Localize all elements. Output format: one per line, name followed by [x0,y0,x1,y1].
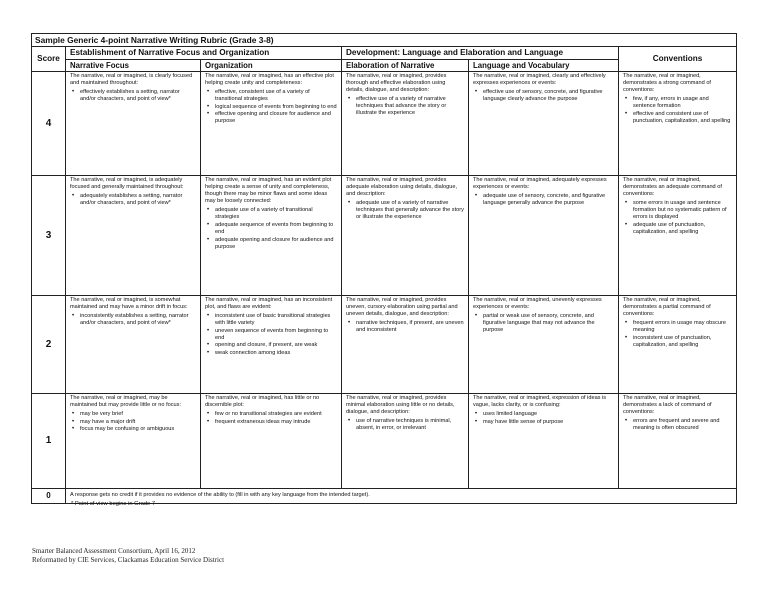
focus-lead-text: The narrative, real or imagined, is clearly focused and maintained throughout: [70,72,193,86]
organization-header: Organization [201,59,342,71]
focus-bullet-list [70,193,196,207]
elaboration-bullet-list [346,320,464,334]
language-header: Language and Vocabulary [469,59,619,71]
conventions-bullet-list [623,96,732,125]
conventions-cell [619,71,737,175]
bullet-item: • adequate use of punctuation, capitalization, and spelling [633,222,732,236]
bullet-item: • some errors in usage and sentence formation but no systematic pattern of errors is displayed [633,200,732,221]
bullet-item: • inconsistent use of basic transitional strategies with little variety [215,313,337,327]
organization-lead-text: The narrative, real or imagined, has an effective plot helping create unity and completeness: [205,72,334,86]
conventions-lead-text: The narrative, real or imagined, demonstrates a partial command of conventions: [623,296,711,317]
elaboration-cell [342,295,469,393]
focus-lead-text: The narrative, real or imagined, is somewhat maintained and may have a minor drift in focus: [70,296,188,310]
organization-cell [201,295,342,393]
footnote: * Point of view begins in Grade 7 [71,501,156,507]
group-header-focus-organization: Establishment of Narrative Focus and Organization [66,47,342,60]
organization-bullet-list [205,207,337,251]
elaboration-cell [342,71,469,175]
language-bullet-list [473,89,614,103]
bullet-item: • may be very brief [80,411,196,418]
conventions-cell [619,393,737,488]
bullet-item: • weak connection among ideas [215,350,337,357]
bullet-item: • effective, consistent use of a variety of transitional strategies [215,89,337,103]
conventions-cell [619,175,737,295]
footer [32,547,224,564]
language-bullet-list [473,193,614,207]
organization-lead-text: The narrative, real or imagined, has little or no discernible plot: [205,394,320,408]
bullet-item: • adequate use of a variety of narrative techniques that generally advance the story or illustrate the experience [356,200,464,221]
organization-cell [201,175,342,295]
conventions-lead-text: The narrative, real or imagined, demonstrates a lack of command of conventions: [623,394,712,415]
score-row-3 [32,175,737,295]
conventions-lead-text: The narrative, real or imagined, demonstrates a strong command of conventions: [623,72,711,93]
organization-lead-text: The narrative, real or imagined, has an inconsistent plot, and flaws are evident: [205,296,333,310]
bullet-item: • effective use of sensory, concrete, and figurative language clearly advance the purpose [483,89,614,103]
rubric-body [32,71,737,488]
focus-lead-text: The narrative, real or imagined, may be maintained but may provide little or no focus: [70,394,182,408]
footer-line-consortium: Smarter Balanced Assessment Consortium, April 16, 2012 [32,547,196,555]
title-row [32,34,737,47]
bullet-item: • logical sequence of events from beginning to end [215,104,337,111]
bullet-item: • frequent errors in usage may obscure meaning [633,320,732,334]
elaboration-lead-text: The narrative, real or imagined, provides thorough and effective elaboration using details, dialogue, and description: [346,72,447,93]
organization-lead-text: The narrative, real or imagined, has an evident plot helping create a sense of unity and completeness, though there may be minor flaws and some ideas may be loosely connected: [205,176,332,205]
score-row-2 [32,295,737,393]
bullet-item: • partial or weak use of sensory, concrete, and figurative language that may not advance the purpose [483,313,614,334]
bullet-item: • adequate use of a variety of transitional strategies [215,207,337,221]
organization-cell [201,71,342,175]
conventions-cell [619,295,737,393]
elaboration-header: Elaboration of Narrative [342,59,469,71]
bullet-item: • inconsistent use of punctuation, capitalization, and spelling [633,335,732,349]
elaboration-lead-text: The narrative, real or imagined, provides minimal elaboration using little or no details, dialogue, and description: [346,394,455,415]
bullet-item: • may have a major drift [80,419,196,426]
organization-bullet-list [205,411,337,426]
elaboration-cell [342,393,469,488]
conventions-header: Conventions [619,47,737,72]
conventions-bullet-list [623,200,732,236]
bullet-item: • uneven sequence of events from beginning to end [215,328,337,342]
score-zero: 0 [32,488,66,503]
focus-cell [66,393,201,488]
bullet-item: • adequate use of sensory, concrete, and figurative language generally advance the purpose [483,193,614,207]
bullet-item: • few, if any, errors in usage and sentence formation [633,96,732,110]
score-value: 3 [32,175,66,295]
language-cell [469,175,619,295]
language-lead-text: The narrative, real or imagined, adequately expresses experiences or events: [473,176,607,190]
score-header: Score [32,47,66,72]
group-header-row [32,47,737,60]
language-lead-text: The narrative, real or imagined, unevenly expresses experiences or events: [473,296,602,310]
score-zero-text: A response gets no credit if it provides no evidence of the ability to (fill in with any key language from the intended target). [66,488,737,503]
elaboration-cell [342,175,469,295]
elaboration-lead-text: The narrative, real or imagined, provides adequate elaboration using details, dialogue, and description: [346,176,458,197]
conventions-bullet-list [623,418,732,432]
bullet-item: • effectively establishes a setting, narrator and/or characters, and point of view* [80,89,196,103]
conventions-bullet-list [623,320,732,349]
focus-bullet-list [70,313,196,327]
score-value: 1 [32,393,66,488]
score-row-4 [32,71,737,175]
language-bullet-list [473,313,614,334]
bullet-item: • may have little sense of purpose [483,419,614,426]
language-cell [469,71,619,175]
focus-cell [66,175,201,295]
organization-cell [201,393,342,488]
bullet-item: • frequent extraneous ideas may intrude [215,419,337,426]
bullet-item: • effective and consistent use of punctuation, capitalization, and spelling [633,111,732,125]
bullet-item: • errors are frequent and severe and meaning is often obscured [633,418,732,432]
footer-line-reformatted: Reformatted by CIE Services, Clackamas Education Service District [32,555,225,564]
elaboration-lead-text: The narrative, real or imagined, provides uneven, cursory elaboration using partial and uneven details, dialogue, and description: [346,296,458,317]
rubric-table [31,33,737,504]
bullet-item: • adequate opening and closure for audience and purpose [215,237,337,251]
language-lead-text: The narrative, real or imagined, clearly and effectively expresses experiences or events: [473,72,606,86]
score-row-1 [32,393,737,488]
group-header-development: Development: Language and Elaboration and Language [342,47,619,60]
bullet-item: • uses limited language [483,411,614,418]
focus-bullet-list [70,411,196,433]
organization-bullet-list [205,89,337,125]
bullet-item: • adequate sequence of events from beginning to end [215,222,337,236]
language-lead-text: The narrative, real or imagined, expression of ideas is vague, lacks clarity, or is confusing: [473,394,607,408]
bullet-item: • focus may be confusing or ambiguous [80,426,196,433]
bullet-item: • use of narrative techniques is minimal, absent, in error, or irrelevant [356,418,464,432]
bullet-item: • narrative techniques, if present, are uneven and inconsistent [356,320,464,334]
bullet-item: • adequately establishes a setting, narrator and/or characters, and point of view* [80,193,196,207]
score-value: 2 [32,295,66,393]
elaboration-bullet-list [346,200,464,221]
focus-cell [66,71,201,175]
score-value: 4 [32,71,66,175]
rubric-title: Sample Generic 4-point Narrative Writing Rubric (Grade 3-8) [32,34,737,47]
elaboration-bullet-list [346,96,464,117]
bullet-item: • effective use of a variety of narrative techniques that advance the story or illustrate the experience [356,96,464,117]
language-cell [469,393,619,488]
elaboration-bullet-list [346,418,464,432]
focus-lead-text: The narrative, real or imagined, is adequately focused and generally maintained throughout: [70,176,184,190]
language-bullet-list [473,411,614,426]
organization-bullet-list [205,313,337,357]
conventions-lead-text: The narrative, real or imagined, demonstrates an adequate command of conventions: [623,176,722,197]
language-cell [469,295,619,393]
focus-bullet-list [70,89,196,103]
bullet-item: • few or no transitional strategies are evident [215,411,337,418]
narrative-focus-header: Narrative Focus [66,59,201,71]
bullet-item: • effective opening and closure for audience and purpose [215,111,337,125]
bullet-item: • opening and closure, if present, are weak [215,342,337,349]
bullet-item: • inconsistently establishes a setting, narrator and/or characters, and point of view* [80,313,196,327]
focus-cell [66,295,201,393]
